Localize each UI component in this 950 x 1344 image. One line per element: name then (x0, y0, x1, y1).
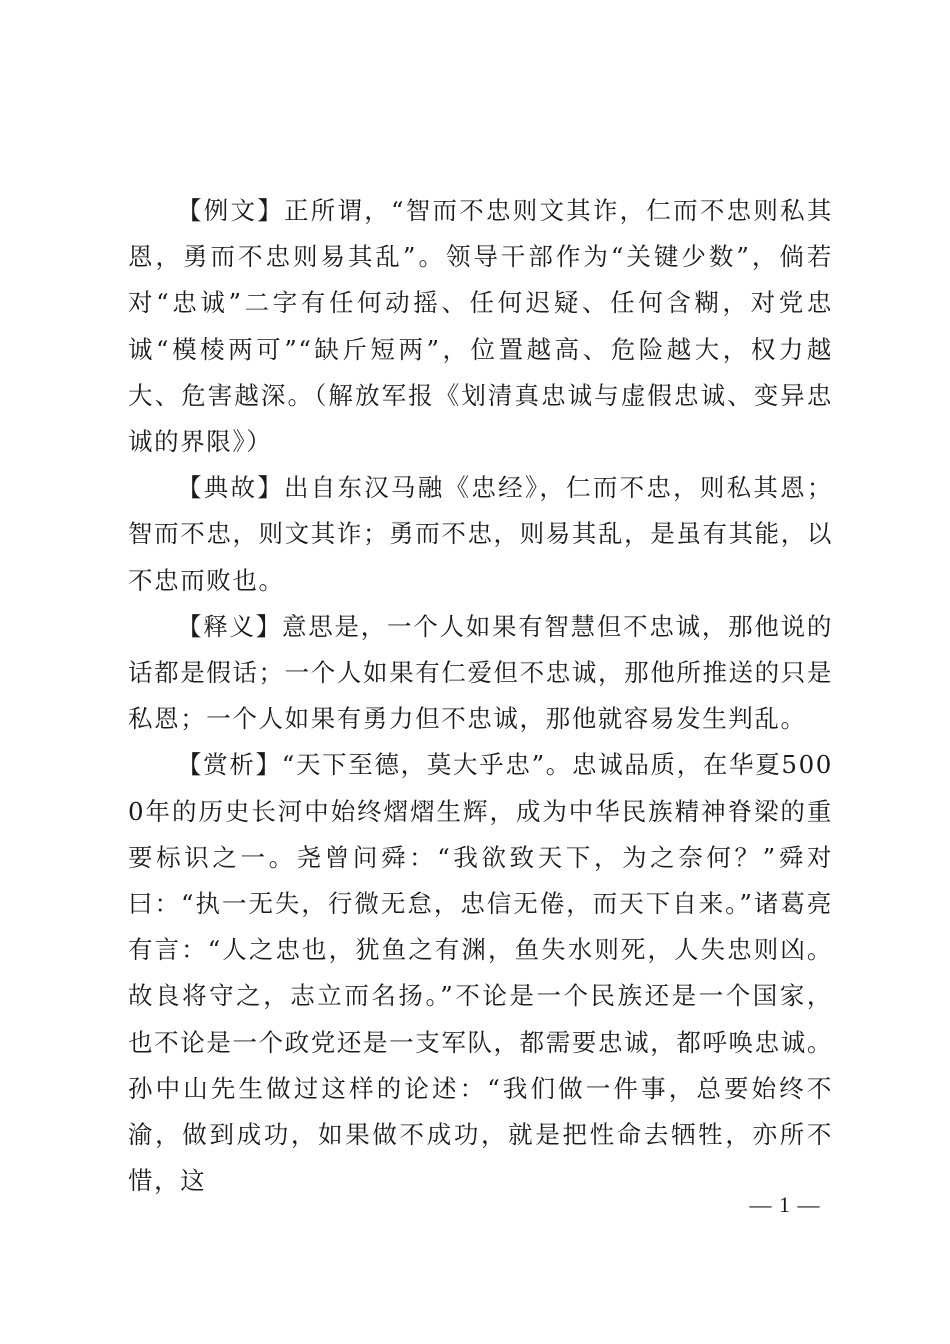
paragraph-tag: 【赏析】 (177, 750, 282, 780)
paragraph-text: “天下至德，莫大乎忠”。忠诚品质，在华夏5000年的历史长河中始终熠熠生辉，成为中华民族精神脊梁的重要标识之一。尧曾问舜：“我欲致天下，为之奈何？”舜对曰：“执一无失，行微无怠，忠信无倦，而天下自来。”诸葛亮有言：“人之忠也，犹鱼之有渊，鱼失水则死，人失忠则凶。故良将守之，志立而名扬。”不论是一个民族还是一个国家，也不论是一个政党还是一支军队，都需要忠诚，都呼唤忠诚。孙中山先生做过这样的论述：“我们做一件事，总要始终不渝，做到成功，如果做不成功，就是把性命去牺牲，亦所不惜，这 (128, 750, 833, 1196)
paragraph-allusion (128, 465, 833, 604)
paragraph-text: 意思是，一个人如果有智慧但不忠诚，那他说的话都是假话；一个人如果有仁爱但不忠诚，那他所推送的只是私恩；一个人如果有勇力但不忠诚，那他就容易发生判乱。 (128, 611, 833, 734)
paragraph-meaning (128, 604, 833, 743)
paragraph-example (128, 188, 833, 465)
paragraph-text: 正所谓，“智而不忠则文其诈，仁而不忠则私其恩，勇而不忠则易其乱”。领导干部作为“关键少数”，倘若对“忠诚”二字有任何动摇、任何迟疑、任何含糊，对党忠诚“模棱两可”“缺斤短两”，位置越高、危险越大，权力越大、危害越深。（解放军报《划清真忠诚与虚假忠诚、变异忠诚的界限》） (128, 196, 833, 457)
paragraph-appreciation (128, 742, 833, 1204)
paragraph-tag: 【典故】 (177, 473, 285, 503)
paragraph-text: 出自东汉马融《忠经》，仁而不忠，则私其恩；智而不忠，则文其诈；勇而不忠，则易其乱，是虽有其能，以不忠而败也。 (128, 473, 833, 595)
document-body (128, 188, 833, 1204)
paragraph-tag: 【例文】 (177, 196, 284, 225)
paragraph-tag: 【释义】 (177, 611, 282, 641)
page-number: — 1 — (749, 1192, 821, 1217)
